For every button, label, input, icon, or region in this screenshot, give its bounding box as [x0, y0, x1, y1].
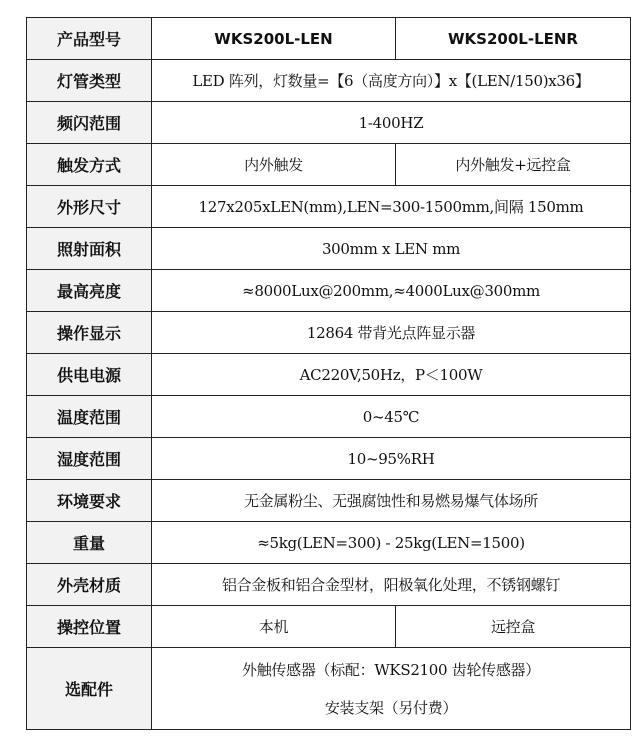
- row-value: 1-400HZ: [152, 102, 631, 144]
- accessory-item: 外触传感器（标配：WKS2100 齿轮传感器）: [242, 660, 540, 679]
- table-row: [27, 396, 631, 438]
- table-row: [27, 144, 631, 186]
- row-label: 操控位置: [27, 606, 152, 648]
- row-value: 127x205xLEN(mm),LEN=300-1500mm,间隔 150mm: [152, 186, 631, 228]
- table-row: [27, 564, 631, 606]
- row-label: 操作显示: [27, 312, 152, 354]
- row-value-model-b: 远控盒: [396, 606, 631, 648]
- table-row: [27, 270, 631, 312]
- row-value: 0~45℃: [152, 396, 631, 438]
- row-value: ≈5kg(LEN=300) - 25kg(LEN=1500): [152, 522, 631, 564]
- table-row: [27, 102, 631, 144]
- table-row: [27, 312, 631, 354]
- row-value: LED 阵列，灯数量=【6（高度方向）】x【(LEN/150)x36】: [152, 60, 631, 102]
- row-value-model-a: 本机: [152, 606, 396, 648]
- model-b-cell: WKS200L-LENR: [396, 18, 631, 60]
- table-row: [27, 60, 631, 102]
- accessories-label: 选配件: [27, 648, 152, 730]
- table-row: [27, 354, 631, 396]
- row-value: ≈8000Lux@200mm,≈4000Lux@300mm: [152, 270, 631, 312]
- row-value: 无金属粉尘、无强腐蚀性和易燃易爆气体场所: [152, 480, 631, 522]
- accessories-row: [27, 648, 631, 730]
- row-label: 照射面积: [27, 228, 152, 270]
- table-row: [27, 480, 631, 522]
- accessories-list: [152, 648, 631, 730]
- row-label: 外形尺寸: [27, 186, 152, 228]
- row-value-model-b: 内外触发+远控盒: [396, 144, 631, 186]
- row-label: 供电电源: [27, 354, 152, 396]
- row-label: 湿度范围: [27, 438, 152, 480]
- table-row: [27, 606, 631, 648]
- row-label: 触发方式: [27, 144, 152, 186]
- row-label: 频闪范围: [27, 102, 152, 144]
- row-value: 300mm x LEN mm: [152, 228, 631, 270]
- product-model-label: 产品型号: [27, 18, 152, 60]
- row-label: 最高亮度: [27, 270, 152, 312]
- accessory-item: 安装支架（另付费）: [324, 698, 458, 717]
- row-value-model-a: 内外触发: [152, 144, 396, 186]
- spec-table: [26, 17, 631, 730]
- row-label: 环境要求: [27, 480, 152, 522]
- row-label: 重量: [27, 522, 152, 564]
- table-row: [27, 186, 631, 228]
- row-value: 10~95%RH: [152, 438, 631, 480]
- row-label: 温度范围: [27, 396, 152, 438]
- row-value: AC220V,50Hz，P＜100W: [152, 354, 631, 396]
- table-row: [27, 228, 631, 270]
- table-row: [27, 438, 631, 480]
- row-value: 12864 带背光点阵显示器: [152, 312, 631, 354]
- row-value: 铝合金板和铝合金型材，阳极氧化处理，不锈钢螺钉: [152, 564, 631, 606]
- row-label: 外壳材质: [27, 564, 152, 606]
- row-label: 灯管类型: [27, 60, 152, 102]
- model-a-cell: WKS200L-LEN: [152, 18, 396, 60]
- table-row: [27, 522, 631, 564]
- header-row: [27, 18, 631, 60]
